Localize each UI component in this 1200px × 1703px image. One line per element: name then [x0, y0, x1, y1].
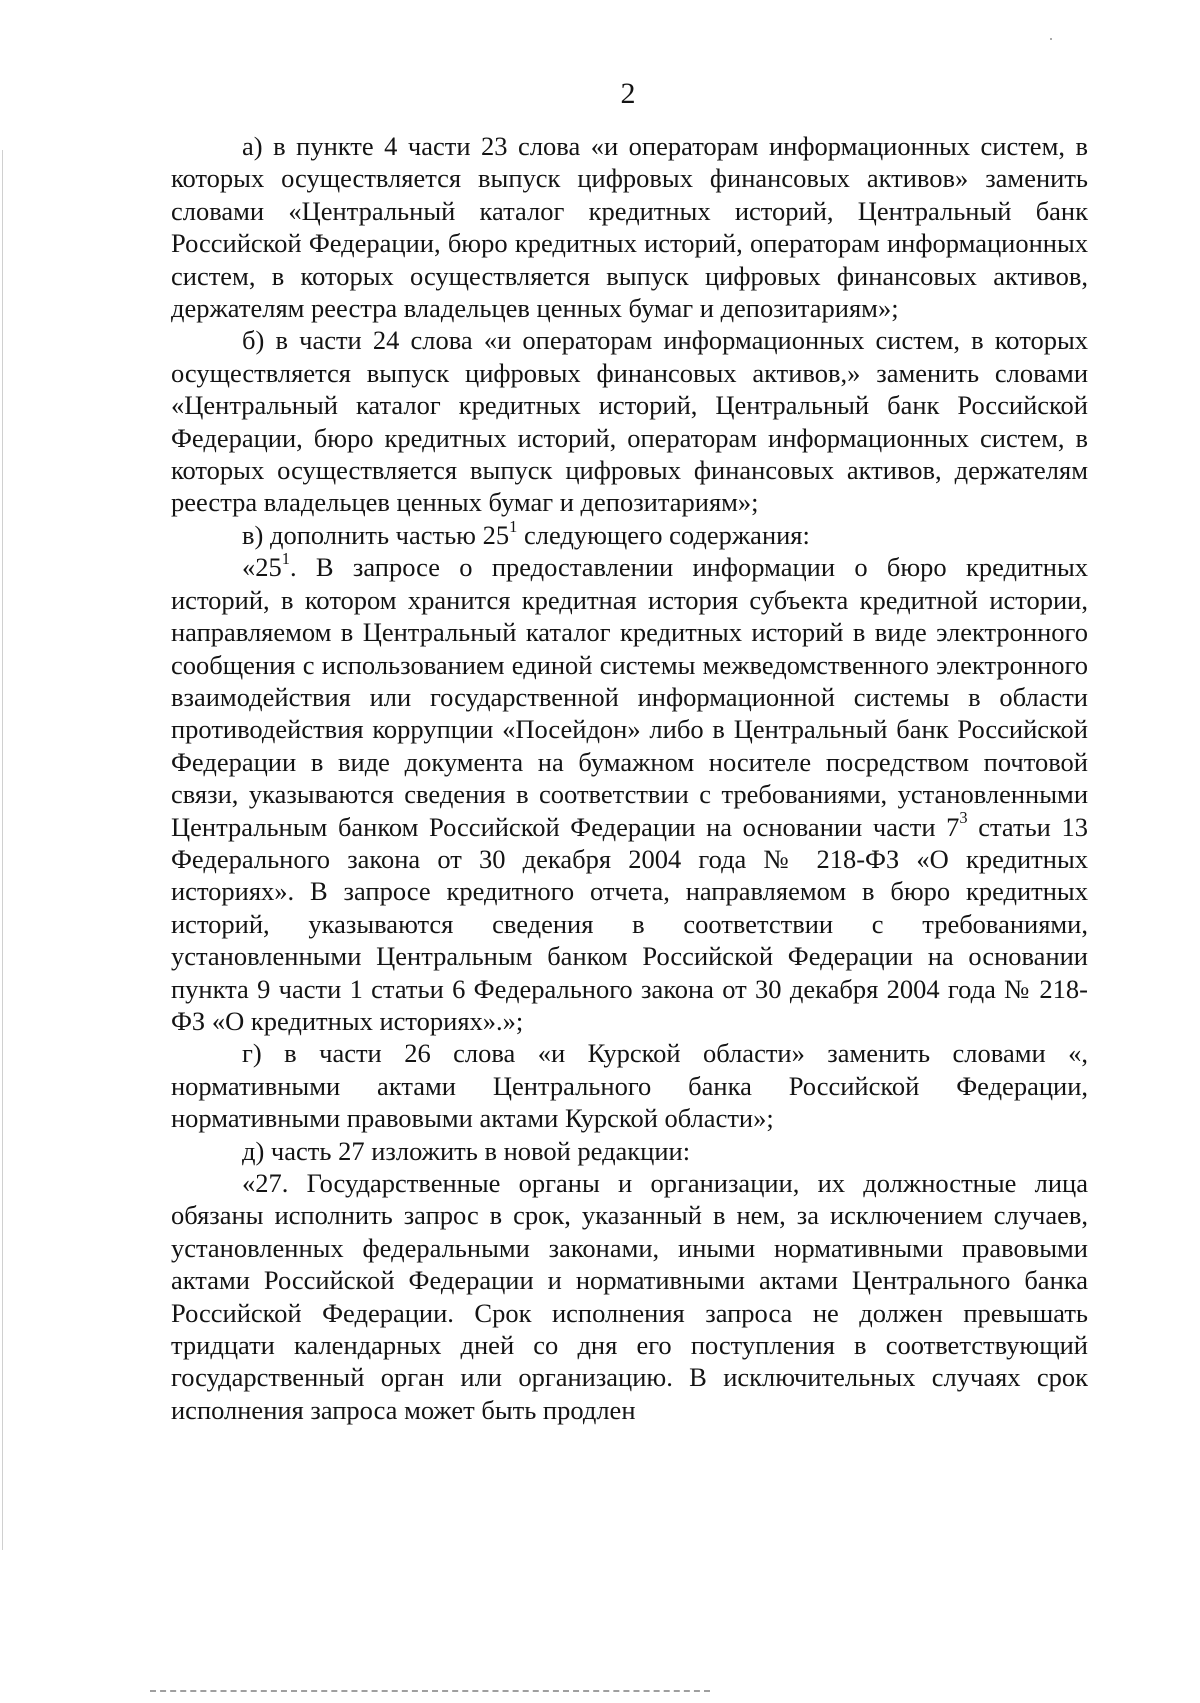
- superscript-1: 1: [509, 516, 518, 536]
- paragraph-g: г) в части 26 слова «и Курской области» заменить словами «, нормативными актами Центрального банка Российской Федерации, нормативными правовыми актами Курской области»;: [171, 1038, 1088, 1134]
- page-number: 2: [620, 77, 636, 110]
- document-body: [171, 130, 1088, 1426]
- superscript-3: 3: [959, 808, 968, 828]
- scan-dust-mark: [1050, 38, 1052, 40]
- paragraph-text: . В запросе о предоставлении информации о бюро кредитных историй, в котором хранится кредитная история субъекта кредитной истории, направляемом в Центральный каталог кредитных историй в виде электронного сообщения с использованием единой системы межведомственного электронного взаимодействия или государственной информационной системы в области противодействия коррупции «Посейдон» либо в Центральный банк Российской Федерации в виде документа на бумажном носителе посредством почтовой связи, указываются сведения в соответствии с требованиями, установленными Центральным банком Российской Федерации на основании части 7: [171, 552, 1088, 842]
- scan-bottom-rule: [150, 1690, 710, 1692]
- paragraph-part-27: «27. Государственные органы и организации, их должностные лица обязаны исполнить запрос в срок, указанный в нем, за исключением случаев, установленных федеральными законами, иными нормативными правовыми актами Российской Федерации и нормативными актами Центрального банка Российской Федерации. Срок исполнения запроса не должен превышать тридцати календарных дней со дня его поступления в соответствующий государственный орган или организацию. В исключительных случаях срок исполнения запроса может быть продлен: [171, 1168, 1088, 1425]
- paragraph-a: а) в пункте 4 части 23 слова «и операторам информационных систем, в которых осуществляется выпуск цифровых финансовых активов» заменить словами «Центральный каталог кредитных историй, Центральный банк Российской Федерации, бюро кредитных историй, операторам информационных систем, в которых осуществляется выпуск цифровых финансовых активов, держателям реестра владельцев ценных бумаг и депозитариям»;: [171, 131, 1088, 324]
- paragraph-v: [171, 516, 1088, 551]
- paragraph-v-text-end: следующего содержания:: [517, 519, 810, 550]
- paragraph-d: д) часть 27 изложить в новой редакции:: [242, 1135, 691, 1166]
- quote-open: «25: [242, 552, 282, 583]
- paragraph-b: б) в части 24 слова «и операторам информационных систем, в которых осуществляется выпуск цифровых финансовых активов,» заменить словами «Центральный каталог кредитных историй, Центральный банк Российской Федерации, бюро кредитных историй, операторам информационных систем, в которых осуществляется выпуск цифровых финансовых активов, держателям реестра владельцев ценных бумаг и депозитариям»;: [171, 325, 1088, 518]
- paragraph-v-text: в) дополнить частью 25: [242, 519, 510, 550]
- paragraph-part-25-1: [171, 551, 1088, 1037]
- scan-edge-mark: [2, 150, 3, 1550]
- paragraph-text-continued: статьи 13 Федерального закона от 30 декабря 2004 года № 218-ФЗ «О кредитных историях». В запросе кредитного отчета, направляемом в бюро кредитных историй, указываются сведения в соответствии с требованиями, установленными Центральным банком Российской Федерации на основании пункта 9 части 1 статьи 6 Федерального закона от 30 декабря 2004 года № 218-ФЗ «О кредитных историях».»;: [171, 811, 1089, 1036]
- superscript-1: 1: [281, 549, 290, 568]
